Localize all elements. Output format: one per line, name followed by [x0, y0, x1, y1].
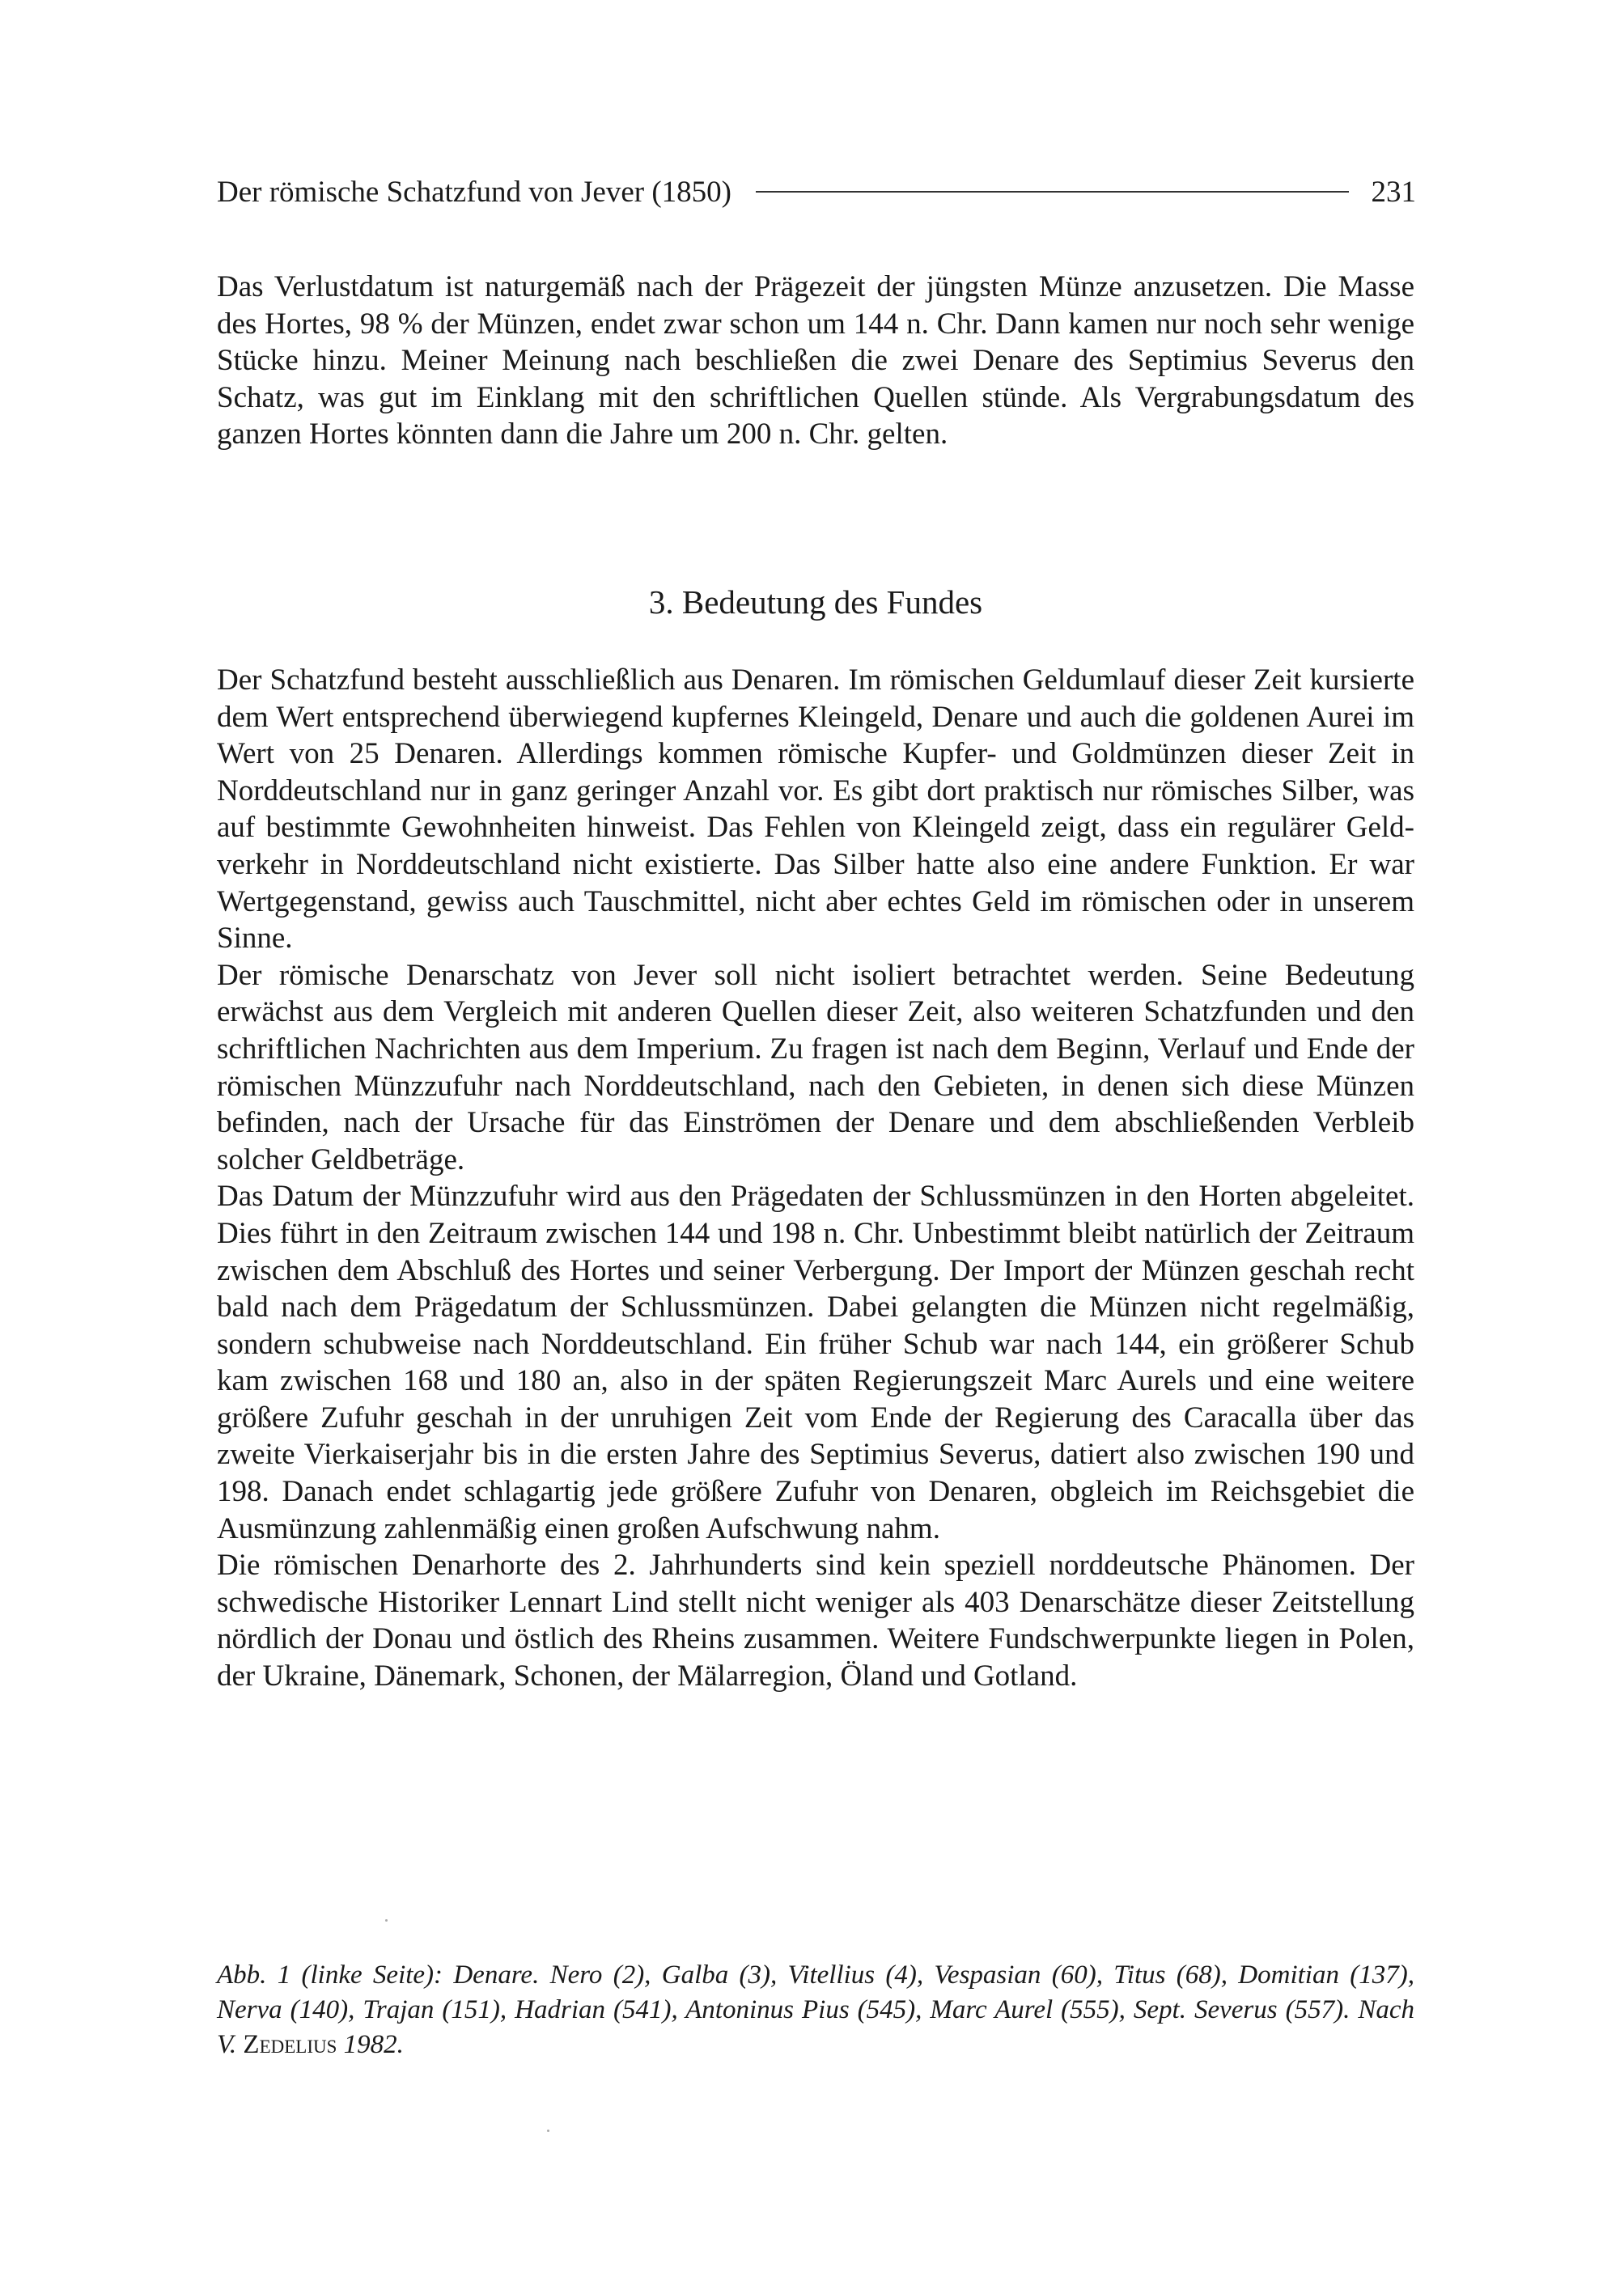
scan-speck [385, 1919, 388, 1922]
paragraph-denarhorte: Die römischen Denarhorte des 2. Jahrhunderts sind kein speziell norddeutsche Phänomen. Der schwedische Historiker Lennart Lind stellt nicht weniger als 403 Denarschätze dieser Zeitstellung nördlich der Donau und östlich des Rheins zusammen. Weitere Fundschwerpunkte liegen in Polen, der Ukraine, Dänemark, Schonen, der Mälarregion, Öland und Gotland. [217, 1549, 1414, 1693]
section-heading: 3. Bedeutung des Fundes [648, 583, 983, 621]
caption-year: 1982. [337, 2030, 404, 2059]
paragraph-denarschatz: Der römische Denarschatz von Jever soll nicht isoliert betrachtet werden. Seine Bedeutung erwächst aus dem Vergleich mit anderen Quellen dieser Zeit, also weiteren Schatzfunden und den schriftlichen Nachrichten aus dem Imperium. Zu fragen ist nach dem Beginn, Verlauf und Ende der römischen Münzzufuhr nach Norddeutschland, nach den Gebieten, in denen sich diese Münzen befinden, nach der Ursache für das Einströmen der Denare und dem abschließenden Verbleib solcher Geldbeträge. [217, 958, 1414, 1176]
caption-text: Abb. 1 (linke Seite): Denare. Nero (2), Galba (3), Vitellius (4), Vespasian (60), Titus (68), Domitian (137), Nerva (140), Trajan (151), Hadrian (541), Antoninus Pius (545), Marc Aurel (555), Sept. Severus (557). Nach V. [217, 1960, 1414, 2059]
scan-speck [547, 2130, 549, 2132]
header-rule [756, 191, 1349, 193]
running-title: Der römische Schatzfund von Jever (1850) [217, 175, 731, 209]
intro-text-block [217, 269, 1414, 453]
caption-author: Zedelius [243, 2030, 337, 2059]
page-number: 231 [1371, 175, 1416, 209]
section-text-block [217, 662, 1414, 1695]
running-head [217, 172, 1416, 212]
paragraph-schatzfund: Der Schatzfund besteht ausschließlich aus Denaren. Im römischen Geldumlauf dieser Zeit kursierte dem Wert entsprechend überwiegend kupfernes Kleingeld, Denare und auch die goldenen Aurei im Wert von 25 Denaren. Allerdings kommen römische Kupfer- und Goldmünzen dieser Zeit in Norddeutschland nur in ganz geringer Anzahl vor. Es gibt dort praktisch nur römisches Silber, was auf bestimmte Gewohnheiten hinweist. Das Fehlen von Kleingeld zeigt, dass ein regulärer Geldverkehr in Norddeutschland nicht existierte. Das Silber hatte also eine andere Funktion. Er war Wertgegenstand, gewiss auch Tauschmittel, nicht aber echtes Geld im römischen oder in unserem Sinne. [217, 663, 1414, 956]
paragraph-verlustdatum: Das Verlustdatum ist naturgemäß nach der Prägezeit der jüngsten Münze anzusetzen. Die Masse des Hortes, 98 % der Münzen, endet zwar schon um 144 n. Chr. Dann kamen nur noch sehr wenige Stücke hinzu. Meiner Meinung nach beschließen die zwei Denare des Septimius Severus den Schatz, was gut im Einklang mit den schriftlichen Quellen stünde. Als Vergrabungsdatum des ganzen Hortes könnten dann die Jahre um 200 n. Chr. gelten. [217, 270, 1414, 451]
figure-caption [217, 1958, 1414, 2062]
paragraph-muenzzufuhr: Das Datum der Münzzufuhr wird aus den Prägedaten der Schlussmünzen in den Horten abgeleitet. Dies führt in den Zeitraum zwischen 144 und 198 n. Chr. Unbestimmt bleibt natürlich der Zeitraum zwischen dem Abschluß des Hortes und seiner Verbergung. Der Import der Münzen geschah recht bald nach dem Prägedatum der Schlussmünzen. Dabei gelangten die Münzen nicht regelmäßig, sondern schubweise nach Norddeutschland. Ein früher Schub war nach 144, ein größerer Schub kam zwischen 168 und 180 an, also in der späten Regierungszeit Marc Aurels und eine weitere größere Zufuhr geschah in der unruhigen Zeit vom Ende der Regierung des Caracalla über das zweite Vierkaiserjahr bis in die ersten Jahre des Septimius Severus, datiert also zwischen 190 und 198. Danach endet schlagartig jede größere Zufuhr von Denaren, obgleich im Reichsgebiet die Ausmünzung zahlenmäßig einen großen Aufschwung nahm. [217, 1180, 1414, 1545]
